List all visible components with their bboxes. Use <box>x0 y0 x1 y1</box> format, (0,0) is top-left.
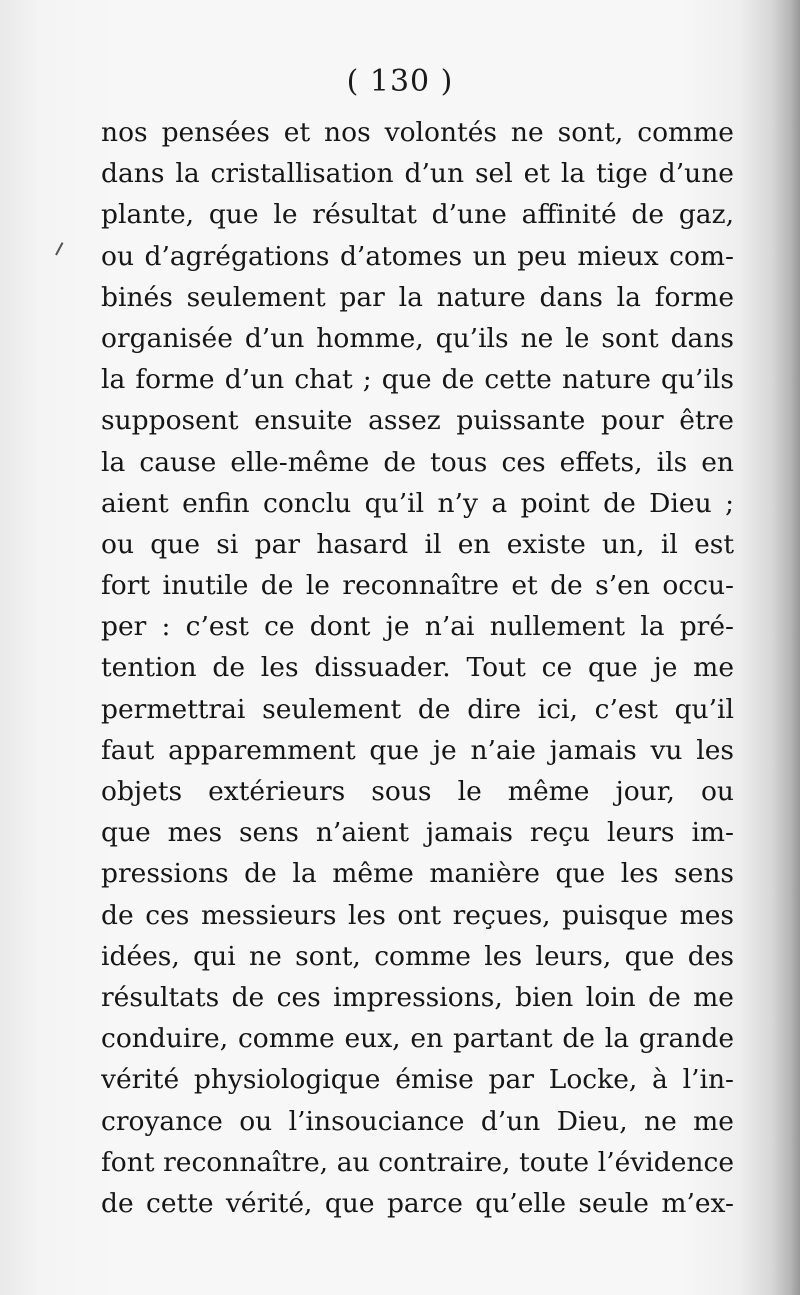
text-line: la cause elle-même de tous ces effets, ils en <box>101 446 734 478</box>
text-line: aient enfin conclu qu’il n’y a point de Dieu ; <box>101 487 734 519</box>
text-line: supposent ensuite assez puissante pour être <box>101 405 734 437</box>
text-line: vérité physiologique émise par Locke, à l’in- <box>101 1064 734 1096</box>
page-number: ( 130 ) <box>346 64 454 99</box>
page-edge-shadow <box>772 0 800 1295</box>
text-line: idées, qui ne sont, comme les leurs, que des <box>101 940 734 972</box>
text-line: ou que si par hasard il en existe un, il est <box>101 528 734 560</box>
text-line: croyance ou l’insouciance d’un Dieu, ne me <box>101 1105 734 1137</box>
text-line: que mes sens n’aient jamais reçu leurs im- <box>101 817 734 849</box>
body-text <box>101 112 734 1224</box>
text-line: pressions de la même manière que les sens <box>101 858 734 890</box>
text-line: résultats de ces impressions, bien loin de me <box>101 981 734 1013</box>
text-line: faut apparemment que je n’aie jamais vu les <box>101 734 734 766</box>
text-line: nos pensées et nos volontés ne sont, comme <box>101 117 734 148</box>
text-line: permettrai seulement de dire ici, c’est qu’il <box>101 693 734 725</box>
text-line: de ces messieurs les ont reçues, puisque mes <box>101 899 734 931</box>
text-line: ou d’agrégations d’atomes un peu mieux com- <box>101 240 734 272</box>
text-line: tention de les dissuader. Tout ce que je me <box>101 652 734 684</box>
text-line: binés seulement par la nature dans la forme <box>101 281 734 313</box>
text-line: per : c’est ce dont je n’ai nullement la pré- <box>101 611 734 643</box>
text-line: organisée d’un homme, qu’ils ne le sont dans <box>101 322 734 354</box>
text-line: dans la cristallisation d’un sel et la tige d’une <box>101 158 734 190</box>
text-line: objets extérieurs sous le même jour, ou <box>101 776 734 807</box>
text-line: la forme d’un chat ; que de cette nature qu’ils <box>101 364 734 396</box>
text-line: de cette vérité, que parce qu’elle seule m’ex- <box>101 1187 734 1219</box>
text-line: font reconnaître, au contraire, toute l’évidence <box>101 1146 734 1178</box>
text-line: conduire, comme eux, en partant de la grande <box>101 1023 734 1055</box>
margin-mark <box>55 242 68 258</box>
text-line: plante, que le résultat d’une affinité de gaz, <box>101 199 734 231</box>
text-line: fort inutile de le reconnaître et de s’en occu- <box>101 570 734 602</box>
